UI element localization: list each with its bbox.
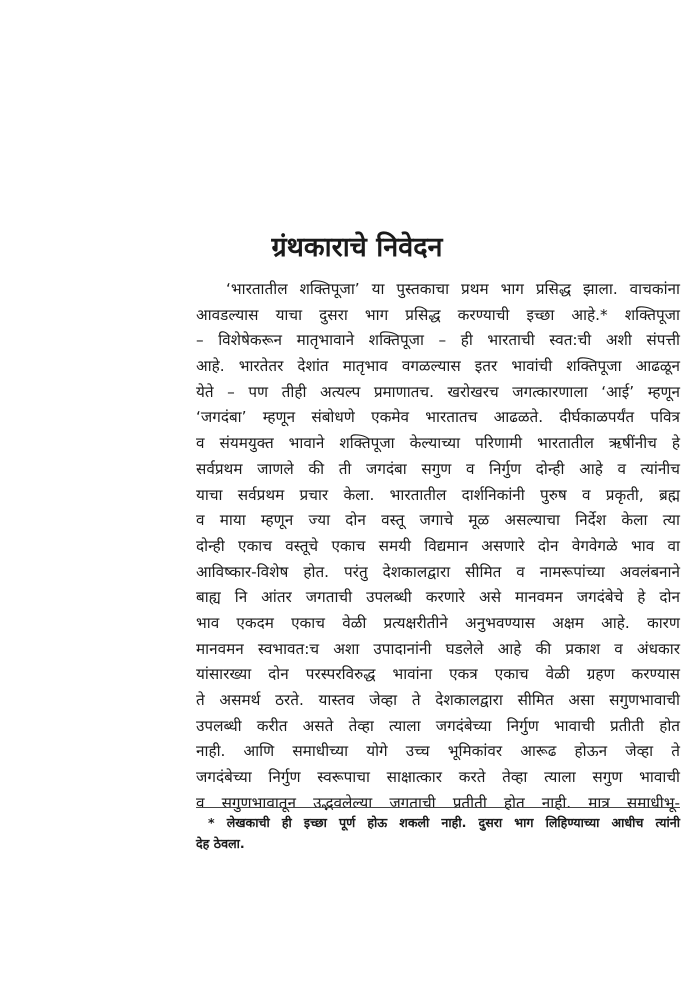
footnote-line: देह ठेवला. (196, 836, 245, 851)
paragraph-line: याचा सर्वप्रथम प्रचार केला. भारतातील दार्शनिकांनी पुरुष व प्रकृती, ब्रह्म (196, 485, 680, 504)
paragraph-line: ‘भारतातील शक्तिपूजा’ या पुस्तकाचा प्रथम भाग प्रसिद्ध झाला. वाचकांना (226, 280, 680, 298)
paragraph-line: दोन्ही एकाच वस्तूचे एकाच समयी विद्यमान असणारे दोन वेगवेगळे भाव वा (196, 536, 680, 555)
paragraph-line: जगदंबेच्या निर्गुण स्वरूपाचा साक्षात्कार करते तेव्हा त्याला सगुण भावाची (196, 768, 680, 787)
paragraph-line: बाह्य नि आंतर जगताची उपलब्धी करणारे असे मानवमन जगदंबेचे हे दोन (196, 588, 680, 607)
paragraph-line: आविष्कार-विशेष होत. परंतु देशकालद्वारा सीमित व नामरूपांच्या अवलंबनाने (196, 562, 680, 581)
paragraph-line: व माया म्हणून ज्या दोन वस्तू जगाचे मूळ असल्याचा निर्देश केला त्या (196, 511, 680, 530)
footnote-line: * लेखकाची ही इच्छा पूर्ण होऊ शकली नाही. दुसरा भाग लिहिण्याच्या आधीच त्यांनी (208, 815, 680, 830)
paragraph-line: यांसारख्या दोन परस्परविरुद्ध भावांना एकत्र एकाच वेळी ग्रहण करण्यास (196, 665, 680, 684)
footnote-divider (196, 807, 680, 808)
paragraph-line: मानवमन स्वभावत:च अशा उपादानांनी घडलेले आहे की प्रकाश व अंधकार (196, 639, 680, 658)
paragraph-line: ते असमर्थ ठरते. यास्तव जेव्हा ते देशकालद्वारा सीमित असा सगुणभावाची (196, 691, 680, 709)
footnote (196, 812, 680, 854)
body-paragraph (196, 277, 680, 816)
paragraph-line: – विशेषेकरून मातृभावाने शक्तिपूजा – ही भारताची स्वत:ची अशी संपत्ती (196, 331, 680, 350)
paragraph-line: येते – पण तीही अत्यल्प प्रमाणातच. खरोखरच जगत्कारणाला ‘आई’ म्हणून (196, 382, 680, 401)
paragraph-line: व सगुणभावातून उद्भवलेल्या जगताची प्रतीती होत नाही. मात्र समाधीभू- (196, 793, 680, 812)
paragraph-line: नाही. आणि समाधीच्या योगे उच्च भूमिकांवर आरूढ होऊन जेव्हा ते (196, 742, 680, 761)
paragraph-line: ‘जगदंबा’ म्हणून संबोधणे एकमेव भारतातच आढळते. दीर्घकाळपर्यंत पवित्र (196, 408, 680, 427)
paragraph-line: आहे. भारतेतर देशांत मातृभाव वगळल्यास इतर भावांची शक्तिपूजा आढळून (196, 357, 680, 376)
paragraph-line: व संयमयुक्त भावाने शक्तिपूजा केल्याच्या परिणामी भारतातील ऋषींनीच हे (196, 434, 680, 453)
page-title: ग्रंथकाराचे निवेदन (271, 232, 443, 263)
paragraph-line: उपलब्धी करीत असते तेव्हा त्याला जगदंबेच्या निर्गुण भावाची प्रतीती होत (196, 716, 680, 735)
paragraph-line: भाव एकदम एकाच वेळी प्रत्यक्षरीतीने अनुभवण्यास अक्षम आहे. कारण (196, 613, 680, 632)
paragraph-line: सर्वप्रथम जाणले की ती जगदंबा सगुण व निर्गुण दोन्ही आहे व त्यांनीच (196, 459, 680, 478)
paragraph-line: आवडल्यास याचा दुसरा भाग प्रसिद्ध करण्याची इच्छा आहे.* शक्तिपूजा (196, 305, 680, 324)
